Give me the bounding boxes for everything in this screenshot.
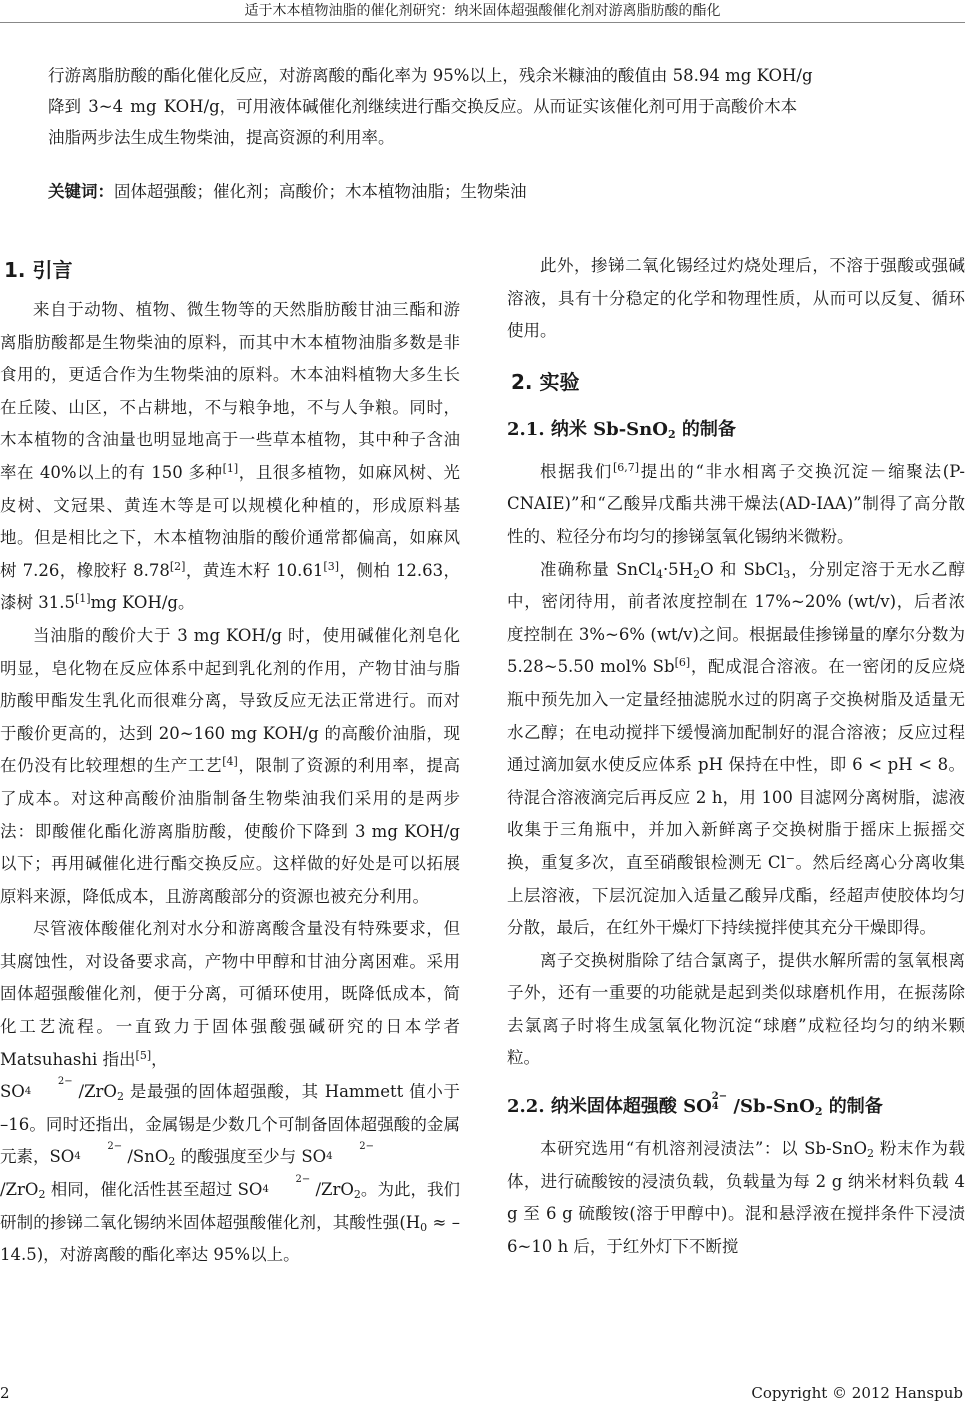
subscript: 2 (168, 1155, 176, 1169)
text: 当油脂的酸价大于 3 mg KOH/g 时，使用碱催化剂皂化明显，皂化物在反应体系中起到乳化剂的作用，产物甘油与脂肪酸甲酯发生乳化而很难分离，导致反应无法正常进行。而对于酸价更高的，达到 20~160 mg KOH/g 的高酸价油脂，现在仍没有比较理想的生产工艺 (0, 625, 460, 776)
copyright: Copyright © 2012 Hanspub (751, 1384, 963, 1402)
citation-link[interactable]: [4] (222, 755, 238, 769)
subscript: 2 (867, 1147, 875, 1161)
text: ，分别定溶于无水乙醇中，密闭待用，前者浓度控制在 17%~20% (wt/v)，后者浓度控制在 3%~6% (wt/v)之间。根据最佳掺锑量的摩尔分数为 5.28~5.50 mol% Sb (507, 559, 965, 677)
subscript: 4 (326, 1151, 333, 1163)
text: 2.2. 纳米固体超强酸 SO (507, 1096, 712, 1118)
text: ， (151, 1049, 168, 1069)
text: ，且很多植物，如麻风树、光皮树、文冠果、黄连木等是可以规模化种植的，形成原料基地。但是相比之下，木本植物油脂的酸价通常都偏高，如麻风树 7.26，橡胶籽 8.78 (0, 462, 460, 580)
subscript: 4 (711, 1101, 719, 1113)
text: 粉末作为载体，进行硫酸铵的浸渍负载，负载量为每 2 g 纳米材料负载 4 g 至 6 g 硫酸铵(溶于甲醇中)。混和悬浮液在搅拌条件下浸渍 6~10 h 后，于红外灯下不断搅 (507, 1139, 965, 1256)
text: /ZrO (72, 1082, 117, 1102)
text: 2.1. 纳米 Sb-SnO (507, 418, 668, 440)
paragraph: 此外，掺锑二氧化锡经过灼烧处理后，不溶于强酸或强碱溶液，具有十分稳定的化学和物理性质，从而可以反复、循环使用。 (507, 256, 965, 341)
text: ，配成混合溶液。在一密闭的反应烧瓶中预先加入一定量经抽滤脱水过的阴离子交换树脂及适量无水乙醇；在电动搅拌下缓慢滴加配制好的混合溶液；反应过程通过滴加氨水使反应体系 pH 保持在中性，即 6 < pH < 8。待混合溶液滴完后再反应 2 h，用 100 目滤网分离树脂，滤液收集于三角瓶中，并加入新鲜离子交换树脂于摇床上振摇交换，重复多次，直至硝酸银检测无 Cl (507, 657, 965, 872)
text: 的酸强度至少与 (175, 1147, 302, 1167)
formula-charge (712, 1092, 727, 1112)
text: 是最强的固体超强酸，其 Hammett 值小于 –16。同时还指出，金属锡是少数几个可制备固体超强酸的金属元素， (0, 1082, 460, 1167)
subscript: 2 (693, 567, 701, 581)
subscript: 3 (783, 567, 791, 581)
superscript: − (785, 851, 795, 865)
text: 。为此，我们研制的掺锑二氧化锡纳米固体超强酸催化剂，其酸性强(H (0, 1180, 461, 1232)
paragraph (0, 620, 460, 913)
text: 的制备 (675, 418, 736, 440)
keywords-text: 固体超强酸；催化剂；高酸价；木本植物油脂；生物柴油 (114, 182, 527, 201)
paragraph (507, 1133, 965, 1263)
formula-so4: SO (0, 1082, 25, 1102)
text: 的制备 (822, 1096, 883, 1118)
subscript: 4 (24, 1086, 32, 1098)
text: 来自于动物、植物、微生物等的天然脂肪酸甘油三酯和游离脂肪酸都是生物柴油的原料，而其中木本植物油脂多数是非食用的，更适合作为生物柴油的原料。木本油料植物大多生长在丘陵、山区，不占耕地，不与粮争地，不与人争粮。同时，木本植物的含油量也明显地高于一些草本植物，其中种子含油率在 40%以上的有 150 多种 (0, 300, 460, 482)
subscript: 0 (420, 1220, 428, 1234)
text: /Sb-SnO (727, 1096, 815, 1118)
text: ·5H (662, 559, 694, 579)
text: mg KOH/g。 (90, 593, 195, 613)
left-column (0, 250, 460, 1272)
text: 准确称量 SnCl (540, 559, 656, 579)
text: ≈ –14.5)，对游离酸的酯化率达 95%以上。 (0, 1212, 460, 1265)
text: ，黄连木籽 10.61 (185, 560, 324, 580)
formula-charge (74, 1142, 122, 1162)
charge: 2− (711, 1091, 728, 1103)
citation-link[interactable]: [1] (74, 592, 91, 606)
citation-link[interactable]: [6] (674, 656, 691, 670)
citation-link[interactable]: [5] (135, 1048, 152, 1062)
text: /ZrO (0, 1180, 39, 1200)
citation-link[interactable]: [6,7] (612, 460, 640, 474)
text: 尽管液体酸催化剂对水分和游离酸含量没有特殊要求，但其腐蚀性，对设备要求高，产物中甲醇和甘油分离困难。采用固体超强酸催化剂，便于分离，可循环使用，既降低成本，简化工艺流程。一直致力于固体强酸强碱研究的日本学者 Matsuhashi 指出 (0, 919, 460, 1069)
abstract-line: 降到 3~4 mg KOH/g，可用液体碱催化剂继续进行酯交换反应。从而证实该催化剂可用于高酸价木本 (48, 97, 798, 116)
abstract-text (48, 60, 924, 153)
subsection-heading (507, 1089, 965, 1125)
text: ，限制了资源的利用率，提高了成本。对这种高酸价油脂制备生物柴油我们采用的是两步法：即酸催化酯化游离脂肪酸，使酸价下降到 3 mg KOH/g 以下；再用碱催化进行酯交换反应。这样做的好处是可以拓展原料来源，降低成本，且游离酸部分的资源也被充分利用。 (0, 756, 461, 906)
citation-link[interactable]: [2] (169, 559, 186, 573)
section-heading-intro: 1. 引言 (4, 258, 73, 282)
subscript: 2 (814, 1105, 823, 1119)
text: 本研究选用“有机溶剂浸渍法”：以 Sb-SnO (540, 1139, 868, 1159)
formula-so4: SO (49, 1147, 75, 1167)
text: O 和 SbCl (700, 559, 784, 579)
subscript: 4 (74, 1151, 81, 1163)
formula-charge (25, 1077, 73, 1097)
text: ，侧柏 12.63，漆树 31.5 (0, 560, 461, 613)
paragraph (507, 554, 965, 945)
right-column (507, 250, 965, 1263)
subscript: 4 (262, 1184, 269, 1196)
formula-so4: SO (237, 1180, 263, 1200)
charge: 2− (359, 1141, 374, 1153)
text: 根据我们 (540, 461, 613, 481)
charge: 2− (57, 1076, 73, 1088)
formula-charge (326, 1142, 374, 1162)
text: 提出的“非水相离子交换沉淀－缩聚法(P-CNAIE)”和“乙酸异戊酯共沸干燥法(AD-IAA)”制得了高分散性的、粒径分布均匀的掺锑氢氧化锡纳米微粉。 (507, 461, 965, 546)
subscript: 2 (667, 427, 676, 441)
subscript: 2 (353, 1188, 361, 1202)
keywords-label: 关键词： (48, 182, 114, 201)
page-number: 2 (0, 1384, 10, 1402)
keywords (48, 176, 527, 207)
subscript: 2 (116, 1090, 124, 1104)
charge: 2− (295, 1174, 311, 1186)
formula-so4: SO (301, 1147, 327, 1167)
paragraph (507, 456, 965, 554)
paragraph (0, 294, 460, 620)
formula-charge (262, 1175, 310, 1195)
text: /ZrO (310, 1180, 354, 1200)
subscript: 2 (38, 1188, 46, 1202)
abstract-line: 行游离脂肪酸的酯化催化反应，对游离酸的酯化率为 95%以上，残余米糠油的酸值由 58.94 mg KOH/g (48, 66, 813, 85)
subsection-heading (507, 412, 965, 448)
paragraph (0, 913, 460, 1272)
abstract-line: 油脂两步法生成生物柴油，提高资源的利用率。 (48, 128, 395, 147)
text: 相同，催化活性甚至超过 (45, 1180, 238, 1200)
paragraph: 离子交换树脂除了结合氯离子，提供水解所需的氢氧根离子外，还有一重要的功能就是起到类似球磨机作用，在振荡除去氯离子时将生成氢氧化物沉淀“球磨”成粒径均匀的纳米颗粒。 (507, 950, 965, 1068)
running-header: 适于木本植物油脂的催化剂研究：纳米固体超强酸催化剂对游离脂肪酸的酯化 (0, 0, 965, 23)
text: 。然后经离心分离收集上层溶液，下层沉淀加入适量乙酸异戊酯，经超声使胶体均匀分散，最后，在红外干燥灯下持续搅拌使其充分干燥即得。 (507, 852, 965, 938)
subscript: 4 (655, 567, 663, 581)
text: /SnO (122, 1147, 169, 1167)
charge: 2− (107, 1141, 123, 1153)
citation-link[interactable]: [1] (222, 461, 239, 475)
section-heading-experiment: 2. 实验 (511, 369, 580, 394)
citation-link[interactable]: [3] (323, 559, 339, 573)
